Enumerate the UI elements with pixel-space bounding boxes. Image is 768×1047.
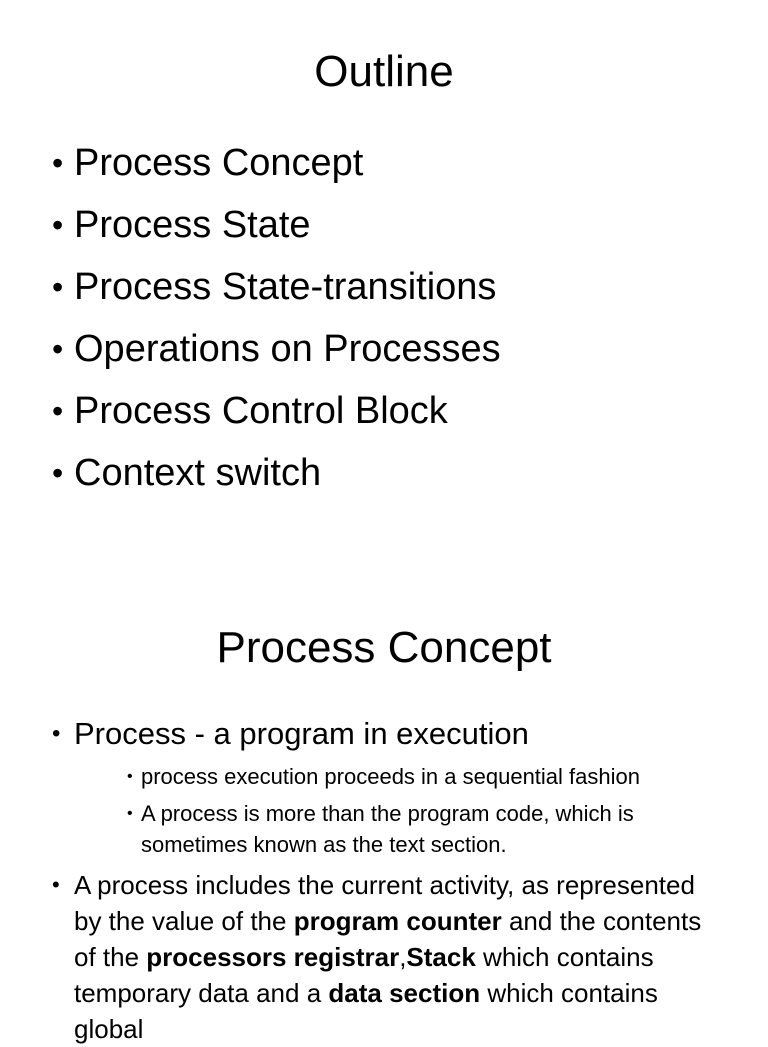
description-text-part: A process includes the current activity, as represented by the value of the	[74, 870, 695, 936]
bullet-icon: •	[52, 145, 64, 181]
bullet-icon: •	[52, 331, 64, 367]
bullet-icon: •	[52, 269, 64, 305]
bullet-icon: •	[52, 207, 64, 243]
program-counter-term: program counter	[293, 906, 502, 936]
processors-registrar-term: processors registrar	[146, 942, 400, 972]
description-text-part: ,	[399, 942, 407, 972]
list-item-text: Process Concept	[74, 142, 364, 184]
sub-bullet-text: process execution proceeds in a sequential fashion	[141, 764, 640, 789]
bullet-icon: •	[127, 805, 133, 822]
description-text-part: and the contents of the	[74, 906, 702, 972]
bullet-icon: •	[52, 455, 64, 491]
list-item-text: Context switch	[74, 452, 322, 494]
description-text	[74, 867, 724, 1047]
slide-title: Process Concept	[216, 623, 552, 672]
sub-bullet-text: A process is more than the program code, which is sometimes known as the text section.	[141, 801, 634, 857]
description-text-part: which contains temporary data and a	[74, 942, 654, 1008]
list-item-text: Operations on Processes	[74, 328, 501, 370]
stack-term: Stack	[406, 942, 476, 972]
bullet-icon: •	[52, 872, 60, 897]
bullet-icon: •	[52, 720, 61, 747]
bullet-icon: •	[52, 393, 64, 429]
list-item-text: Process State	[74, 204, 311, 246]
bullet-icon: •	[127, 768, 133, 785]
list-item-text: Process Control Block	[74, 390, 448, 432]
main-bullet-text: Process - a program in execution	[74, 716, 529, 751]
slide-title: Outline	[314, 47, 454, 96]
list-item-text: Process State-transitions	[74, 266, 497, 308]
process-concept-slide	[0, 600, 768, 1044]
description-text-part: which contains global	[74, 978, 658, 1044]
data-section-term: data section	[328, 978, 481, 1008]
